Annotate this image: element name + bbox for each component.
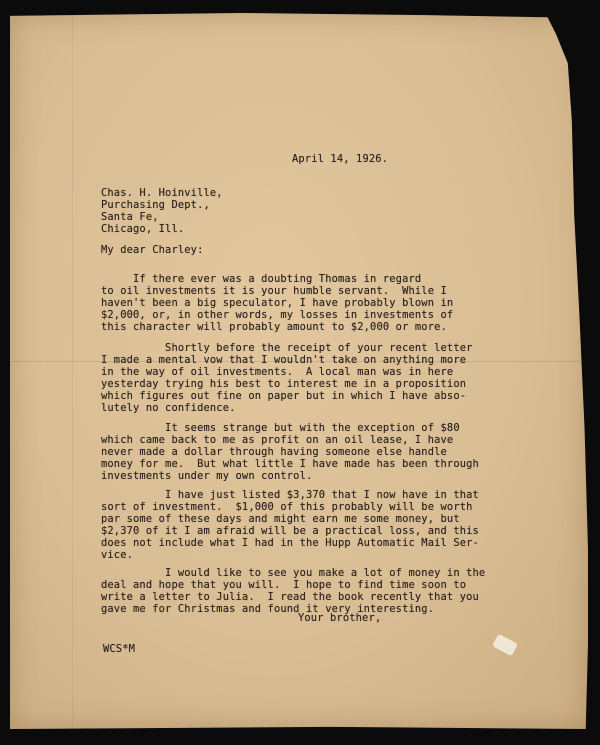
paragraph-line: this character will probably amount to $2,000 or more. <box>101 321 447 333</box>
address-line: Chicago, Ill. <box>101 223 185 235</box>
paragraph-line: Shortly before the receipt of your recent letter <box>101 342 473 354</box>
paragraph-line: sort of investment. $1,000 of this probably will be worth <box>101 501 473 513</box>
paragraph-line: I made a mental vow that I wouldn't take on anything more <box>101 354 467 366</box>
paragraph-line: which came back to me as profit on an oil lease, I have <box>101 434 454 446</box>
paragraph-line: deal and hope that you will. I hope to find time soon to <box>101 579 467 591</box>
address-line: Santa Fe, <box>101 211 159 223</box>
address-line: Purchasing Dept., <box>101 199 210 211</box>
typist-initials: WCS*M <box>103 643 136 655</box>
paragraph-line: yesterday trying his best to interest me in a proposition <box>101 378 467 390</box>
paragraph-line: investments under my own control. <box>101 470 313 482</box>
paragraph-line: $2,000, or, in other words, my losses in investments of <box>101 309 454 321</box>
paragraph-line: It seems strange but with the exception of $80 <box>101 422 460 434</box>
paragraph-line: in the way of oil investments. A local man was in here <box>101 366 454 378</box>
paper-crease <box>72 13 73 729</box>
paragraph-line: lutely no confidence. <box>101 402 236 414</box>
paragraph-line: vice. <box>101 549 134 561</box>
paragraph-line: to oil investments it is your humble servant. While I <box>101 285 447 297</box>
paragraph-line: gave me for Christmas and found it very interesting. <box>101 603 435 615</box>
paragraph-line: never made a dollar through having someone else handle <box>101 446 447 458</box>
paragraph-line: $2,370 of it I am afraid will be a practical loss, and this <box>101 525 479 537</box>
paragraph-line: I would like to see you make a lot of money in the <box>101 567 486 579</box>
paragraph-line: par some of these days and might earn me some money, but <box>101 513 460 525</box>
paragraph-line: money for me. But what little I have made has been through <box>101 458 479 470</box>
paragraph-line: write a letter to Julia. I read the book recently that you <box>101 591 479 603</box>
paragraph-line: does not include what I had in the Hupp Automatic Mail Ser- <box>101 537 479 549</box>
paper-stain <box>492 634 518 657</box>
paragraph-line: I have just listed $3,370 that I now have in that <box>101 489 479 501</box>
address-line: Chas. H. Hoinville, <box>101 187 223 199</box>
closing: Your brother, <box>298 612 382 624</box>
salutation: My dear Charley: <box>101 244 204 256</box>
paragraph-line: which figures out fine on paper but in which I have abso- <box>101 390 467 402</box>
letter-date: April 14, 1926. <box>292 153 389 165</box>
paragraph-line: If there ever was a doubting Thomas in regard <box>101 273 422 285</box>
paragraph-line: haven't been a big speculator, I have probably blown in <box>101 297 454 309</box>
